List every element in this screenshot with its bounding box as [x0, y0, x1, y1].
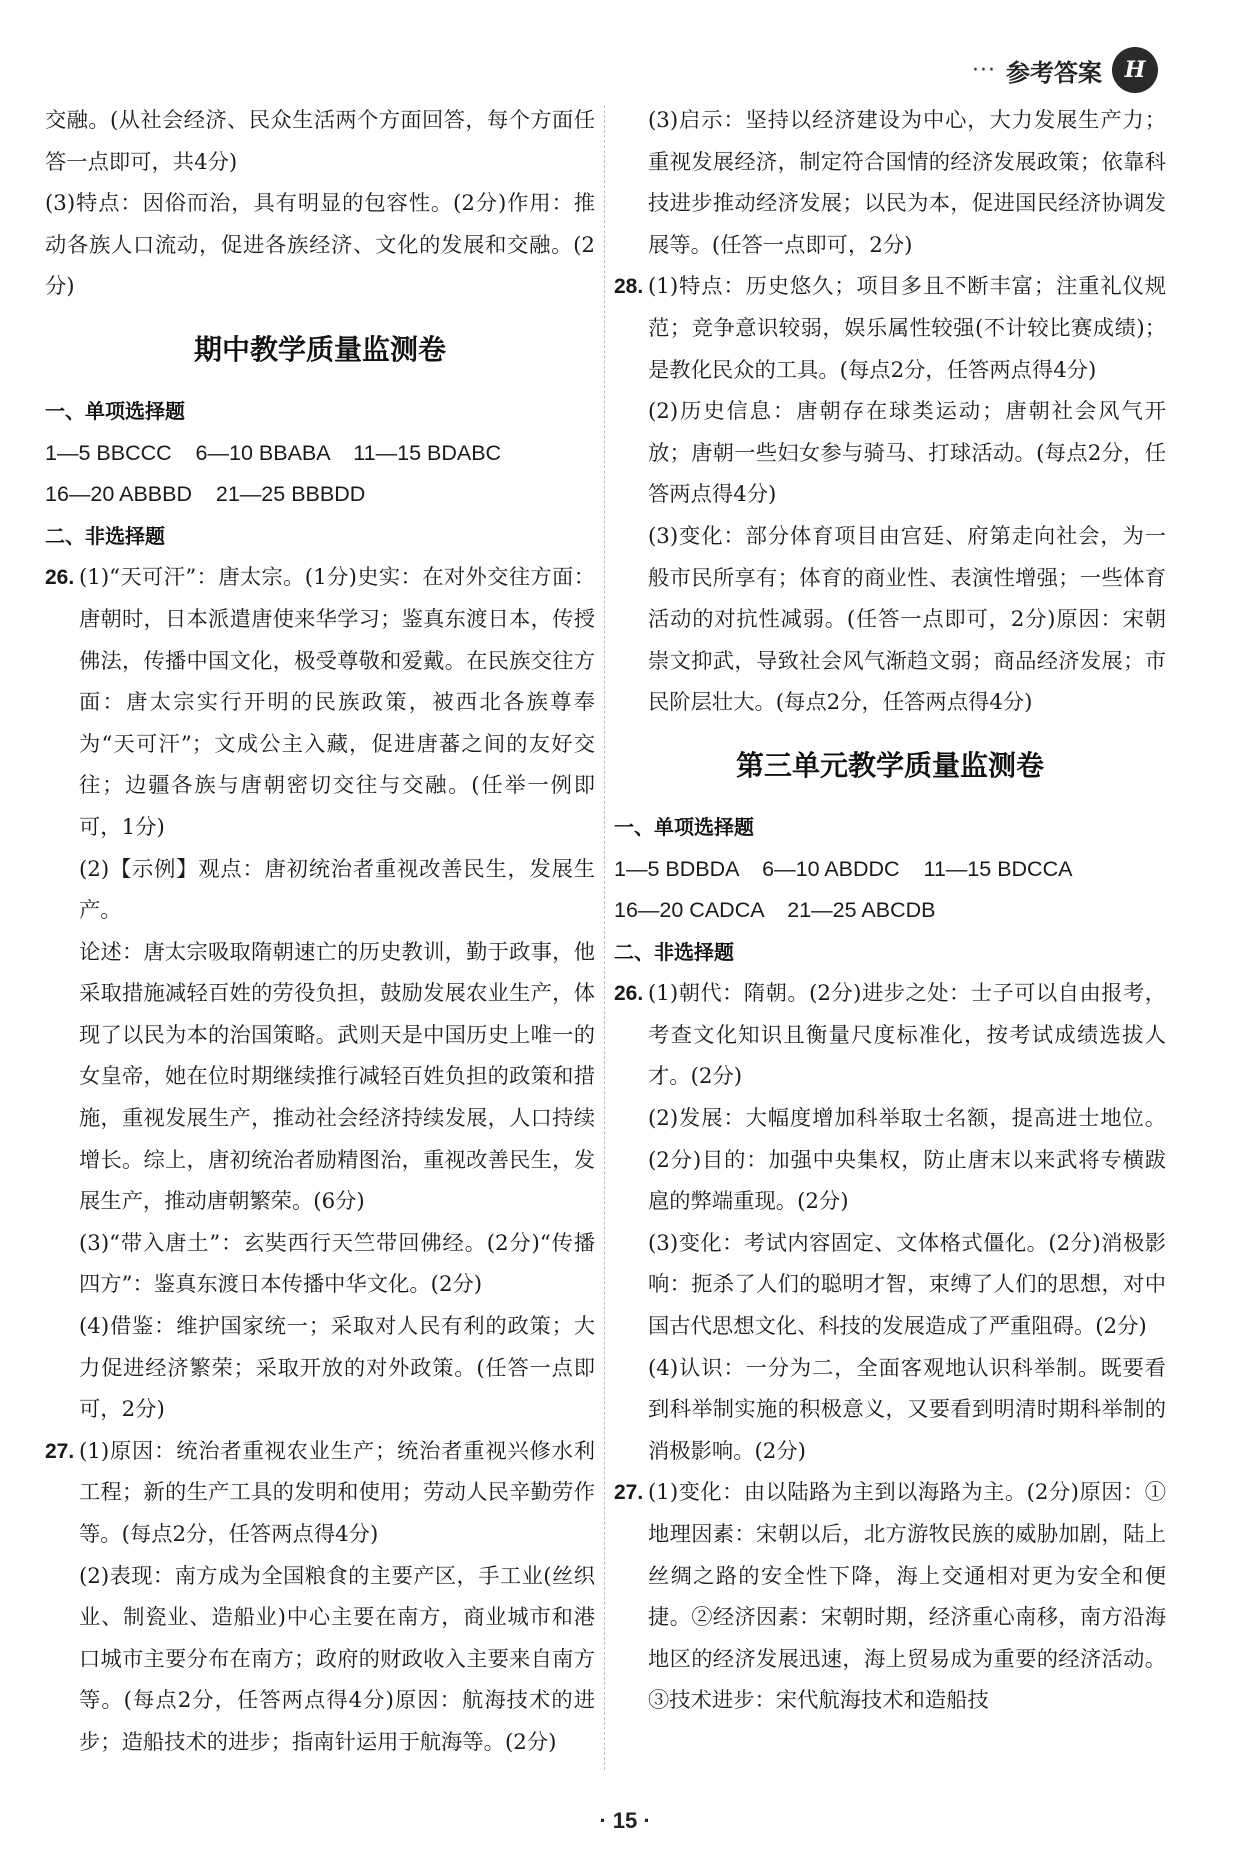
- question-27-part-2: (2)表现：南方成为全国粮食的主要产区，手工业(丝织业、制瓷业、造船业)中心主要在南方，商业城市和港口城市主要分布在南方；政府的财政收入主要来自南方等。(每点2分，任答两点得4分)原因：航海技术的进步；造船技术的进步；指南针运用于航海等。(2分): [79, 1563, 595, 1755]
- question-text: (1)特点：历史悠久；项目多且不断丰富；注重礼仪规范；竞争意识较弱，娱乐属性较强(不计较比赛成绩)；是教化民众的工具。(每点2分，任答两点得4分): [648, 274, 1166, 383]
- question-26-part-3: (3)“带入唐土”：玄奘西行天竺带回佛经。(2分)“传播四方”：鉴真东渡日本传播中华文化。(2分): [79, 1230, 595, 1298]
- brand-logo-icon: H: [1112, 47, 1158, 93]
- question-text: (1)朝代：隋朝。(2分)进步之处：士子可以自由报考，考查文化知识且衡量尺度标准化，按考试成绩选拔人才。(2分): [648, 981, 1166, 1090]
- page-number: · 15 ·: [599, 1808, 651, 1833]
- question-number: 26.: [614, 982, 644, 1006]
- subheading-single-choice: 一、单项选择题: [614, 814, 754, 839]
- question-26-part-1: [614, 973, 1166, 1098]
- question-number: 26.: [45, 566, 75, 590]
- question-26-part-4: (4)认识：一分为二，全面客观地认识科举制。既要看到科举制实施的积极意义，又要看到明清时期科举制的消极影响。(2分): [648, 1355, 1166, 1464]
- question-text: (1)“天可汗”：唐太宗。(1分)史实：在对外交往方面：唐朝时，日本派遣唐使来华学习；鉴真东渡日本，传授佛法，传播中国文化，极受尊敬和爱戴。在民族交往方面：唐太宗实行开明的民族政策，被西北各族尊奉为“天可汗”；文成公主入藏，促进唐蕃之间的友好交往；边疆各族与唐朝密切交往与交融。(任举一例即可，1分): [79, 565, 595, 840]
- question-27-part-1: [614, 1472, 1166, 1722]
- answer-key-row-1: 1—5 BBCCC 6—10 BBABA 11—15 BDABC: [45, 440, 502, 465]
- section-title-unit-3: 第三单元教学质量监测卷: [735, 748, 1044, 782]
- page-header: [972, 45, 1158, 95]
- answer-key-row-1: 1—5 BDBDA 6—10 ABDDC 11—15 BDCCA: [614, 856, 1073, 881]
- question-27-part-3: (3)启示：坚持以经济建设为中心，大力发展生产力；重视发展经济，制定符合国情的经济发展政策；依靠科技进步推动经济发展；以民为本，促进国民经济协调发展等。(任答一点即可，2分): [648, 108, 1166, 258]
- subheading-single-choice: 一、单项选择题: [45, 398, 185, 423]
- subheading-non-choice: 二、非选择题: [614, 939, 734, 964]
- header-title: 参考答案: [1006, 58, 1102, 87]
- question-28-part-1: [614, 266, 1166, 391]
- left-paragraph-1: 交融。(从社会经济、民众生活两个方面回答，每个方面任答一点即可，共4分): [45, 108, 595, 175]
- left-paragraph-2: (3)特点：因俗而治，具有明显的包容性。(2分)作用：推动各族人口流动，促进各族经济、文化的发展和交融。(2分): [45, 191, 595, 300]
- question-28-part-3: (3)变化：部分体育项目由宫廷、府第走向社会，为一般市民所享有；体育的商业性、表演性增强；一些体育活动的对抗性减弱。(任答一点即可，2分)原因：宋朝崇文抑武，导致社会风气渐趋文弱；商品经济发展；市民阶层壮大。(每点2分，任答两点得4分): [648, 523, 1166, 716]
- question-text: (1)变化：由以陆路为主到以海路为主。(2分)原因：①地理因素：宋朝以后，北方游牧民族的威胁加剧，陆上丝绸之路的安全性下降，海上交通相对更为安全和便捷。②经济因素：宋朝时期，经济重心南移，南方沿海地区的经济发展迅速，海上贸易成为重要的经济活动。③技术进步：宋代航海技术和造船技: [648, 1480, 1166, 1714]
- question-26-part-3: (3)变化：考试内容固定、文体格式僵化。(2分)消极影响：扼杀了人们的聪明才智，束缚了人们的思想，对中国古代思想文化、科技的发展造成了严重阻碍。(2分): [648, 1230, 1166, 1340]
- question-28-part-2: (2)历史信息：唐朝存在球类运动；唐朝社会风气开放；唐朝一些妇女参与骑马、打球活动。(每点2分，任答两点得4分): [648, 399, 1166, 508]
- question-26-part-2: (2)【示例】观点：唐初统治者重视改善民生，发展生产。: [79, 856, 595, 924]
- right-column: [614, 100, 1166, 1722]
- question-text: (1)原因：统治者重视农业生产；统治者重视兴修水利工程；新的生产工具的发明和使用；劳动人民辛勤劳作等。(每点2分，任答两点得4分): [79, 1438, 595, 1547]
- question-27-part-1: [45, 1431, 595, 1556]
- question-number: 27.: [614, 1481, 644, 1505]
- question-number: 27.: [45, 1439, 75, 1463]
- answer-key-row-2: 16—20 CADCA 21—25 ABCDB: [614, 898, 936, 923]
- question-26-part-2-discussion: 论述：唐太宗吸取隋朝速亡的历史教训，勤于政事，他采取措施减轻百姓的劳役负担，鼓励发展农业生产，体现了以民为本的治国策略。武则天是中国历史上唯一的女皇帝，她在位时期继续推行减轻百姓负担的政策和措施，重视发展生产，推动社会经济持续发展，人口持续增长。综上，唐初统治者励精图治，重视改善民生，发展生产，推动唐朝繁荣。(6分): [79, 939, 595, 1215]
- question-26-part-2: (2)发展：大幅度增加科举取士名额，提高进士地位。(2分)目的：加强中央集权，防止唐末以来武将专横跋扈的弊端重现。(2分): [648, 1106, 1166, 1215]
- answer-key-row-2: 16—20 ABBBD 21—25 BBBDD: [45, 482, 366, 507]
- question-26-part-1: [45, 557, 595, 848]
- column-divider: [604, 105, 605, 1770]
- question-26-part-4: (4)借鉴：维护国家统一；采取对人民有利的政策；大力促进经济繁荣；采取开放的对外政策。(任答一点即可，2分): [79, 1314, 595, 1423]
- subheading-non-choice: 二、非选择题: [45, 523, 165, 548]
- left-column: [45, 100, 595, 1764]
- question-number: 28.: [614, 275, 644, 299]
- header-dots: ···: [972, 57, 996, 83]
- section-title-midterm: 期中教学质量监测卷: [193, 332, 446, 366]
